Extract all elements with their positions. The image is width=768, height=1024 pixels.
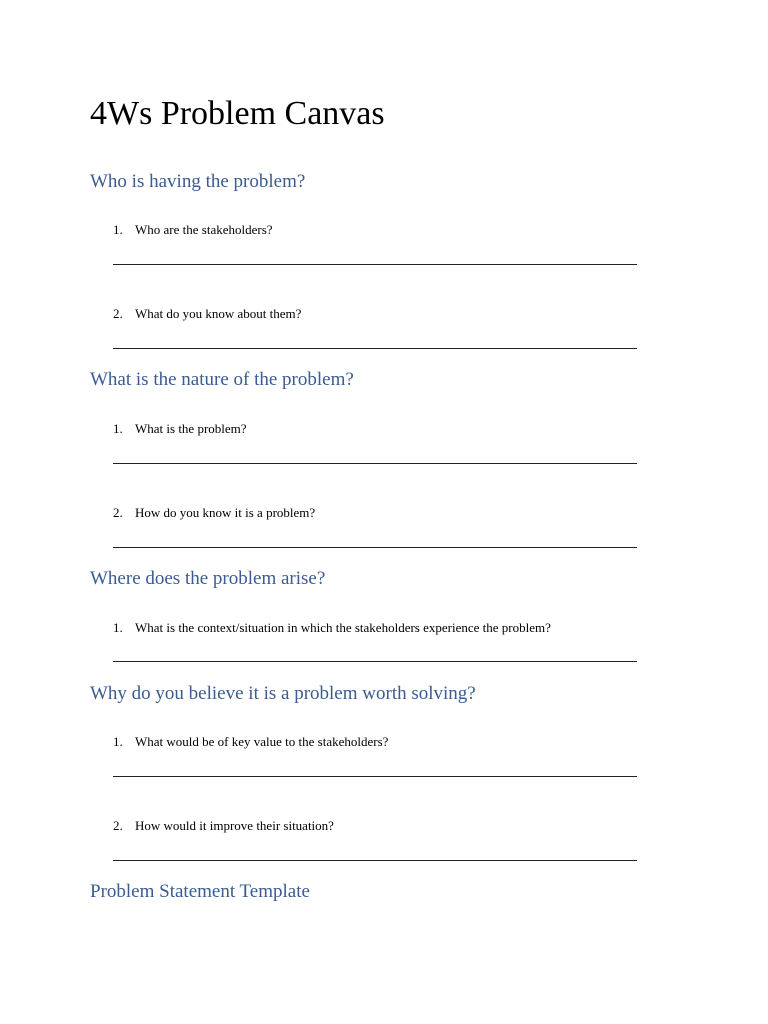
question-number: 2. [113, 306, 123, 321]
question-what-2 [113, 504, 315, 522]
question-text: What would be of key value to the stakeholders? [135, 734, 389, 749]
answer-line[interactable] [113, 661, 637, 662]
question-number: 1. [113, 421, 123, 436]
question-number: 1. [113, 734, 123, 749]
question-text: Who are the stakeholders? [135, 222, 273, 237]
section-heading-what: What is the nature of the problem? [90, 369, 354, 390]
question-text: What do you know about them? [135, 306, 302, 321]
question-text: How do you know it is a problem? [135, 505, 316, 520]
section-heading-why: Why do you believe it is a problem worth solving? [90, 683, 476, 704]
question-number: 2. [113, 505, 123, 520]
section-heading-who: Who is having the problem? [90, 171, 306, 192]
question-why-1 [113, 733, 388, 751]
question-number: 1. [113, 222, 123, 237]
question-what-1 [113, 420, 247, 438]
question-text: How would it improve their situation? [135, 818, 334, 833]
question-number: 2. [113, 818, 123, 833]
question-number: 1. [113, 620, 123, 635]
question-why-2 [113, 817, 334, 835]
question-text: What is the context/situation in which the stakeholders experience the problem? [135, 620, 551, 635]
question-who-1 [113, 221, 273, 239]
section-heading-where: Where does the problem arise? [90, 568, 326, 589]
answer-line[interactable] [113, 547, 637, 548]
answer-line[interactable] [113, 776, 637, 777]
question-who-2 [113, 305, 301, 323]
answer-line[interactable] [113, 348, 637, 349]
question-where-1 [113, 619, 551, 637]
section-heading-problem-statement: Problem Statement Template [90, 881, 310, 902]
page-title: 4Ws Problem Canvas [90, 95, 385, 132]
answer-line[interactable] [113, 463, 637, 464]
question-text: What is the problem? [135, 421, 247, 436]
answer-line[interactable] [113, 264, 637, 265]
answer-line[interactable] [113, 860, 637, 861]
